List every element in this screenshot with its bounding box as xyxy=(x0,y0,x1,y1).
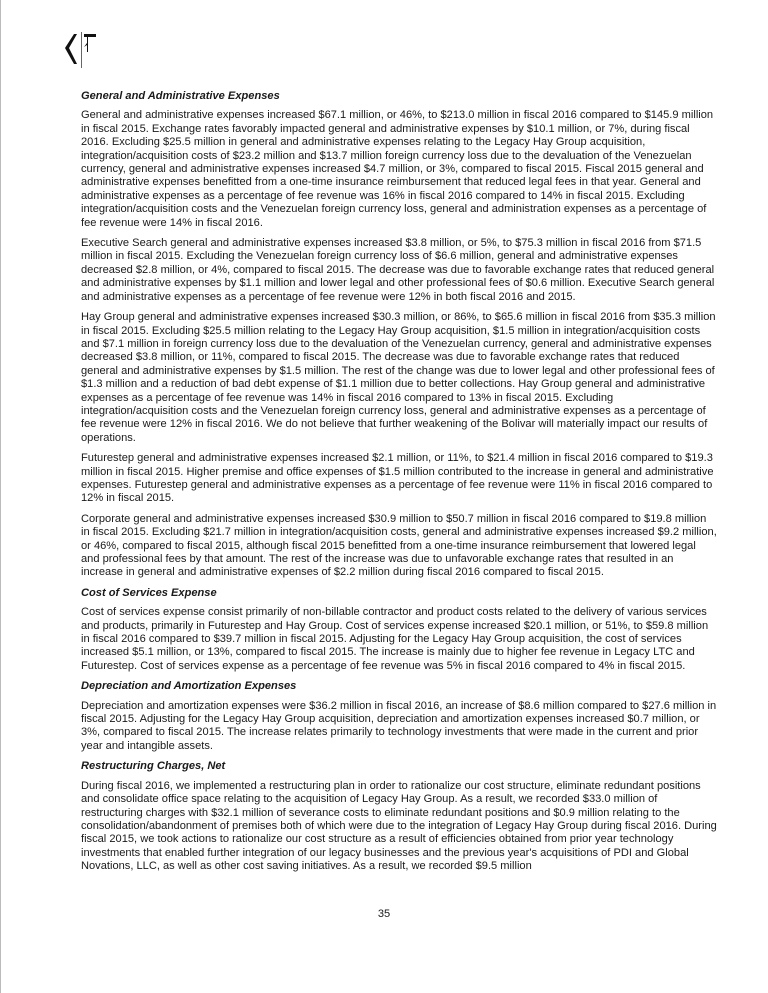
page-edge xyxy=(0,0,1,993)
paragraph: Hay Group general and administrative expenses increased $30.3 million, or 86%, to $65.6 million in fiscal 2016 from $35.3 million in fiscal 2015. Excluding $25.5 million relating to the Legacy Hay Group acquisition, $1.5 million in integration/acquisition costs and $7.1 million in foreign currency loss due to the devaluation of the Venezuelan currency, general and administrative expenses decreased $3.8 million, or 11%, compared to fiscal 2015. The decrease was due to favorable exchange rates that reduced general and administrative expenses by $1.5 million. The rest of the change was due to lower legal and other professional fees of $1.3 million and a reduction of bad debt expense of $1.1 million due to better collections. Hay Group general and administrative expenses as a percentage of fee revenue was 14% in fiscal 2016 compared to 13% in fiscal 2015. Excluding integration/acquisition costs and the Venezuelan foreign currency loss, general and administrative expenses as a percentage of fee revenue were 12% in fiscal 2016. We do not believe that further weakening of the Bolivar will materially impact our results of operations. xyxy=(81,311,716,444)
paragraph: During fiscal 2016, we implemented a restructuring plan in order to rationalize our cost structure, eliminate redundant positions and consolidate office space relating to the acquisition of Legacy Hay Group. As a result, we recorded $33.0 million of restructuring charges with $32.1 million of severance costs to eliminate redundant positions and $0.9 million relating to the consolidation/abandonment of premises both of which were due to the integration of Legacy Hay Group during fiscal 2016. During fiscal 2015, we took actions to rationalize our cost structure as a result of efficiencies obtained from prior year technology investments that enabled further integration of our legacy businesses and the previous year's acquisitions of PDI and Global Novations, LLC, as well as other cost saving initiatives. As a result, we recorded $9.5 million xyxy=(81,779,717,873)
section xyxy=(81,680,717,753)
section xyxy=(81,587,717,673)
document-body xyxy=(81,90,717,881)
paragraph: Cost of services expense consist primarily of non-billable contractor and product costs related to the delivery of various services and products, primarily in Futurestep and Hay Group. Cost of services expense increased $20.1 million, or 51%, to $59.8 million in fiscal 2016 compared to $39.7 million in fiscal 2015. Adjusting for the Legacy Hay Group acquisition, the cost of services increased $5.1 million, or 13%, compared to fiscal 2015. The increase is mainly due to higher fee revenue in Legacy LTC and Futurestep. Cost of services expense as a percentage of fee revenue was 5% in fiscal 2016 compared to 4% in fiscal 2015. xyxy=(81,606,709,672)
section xyxy=(81,760,717,873)
paragraph: Corporate general and administrative expenses increased $30.9 million to $50.7 million in fiscal 2016 compared to $19.8 million in fiscal 2015. Excluding $21.7 million in integration/acquisition costs, general and administrative expenses increased $9.2 million, or 46%, compared to fiscal 2015, although fiscal 2015 benefitted from a one-time insurance reimbursement that lowered legal and professional fees by that amount. The rest of the increase was due to unfavorable exchange rates that resulted in an increase in general and administrative expenses of $2.2 million during fiscal 2016 compared to fiscal 2015. xyxy=(81,512,717,579)
page-number: 35 xyxy=(377,908,391,920)
section xyxy=(81,90,717,580)
paragraph: Futurestep general and administrative expenses increased $2.1 million, or 11%, to $21.4 million in fiscal 2016 compared to $19.3 million in fiscal 2015. Higher premise and office expenses of $1.5 million contributed to the increase in general and administrative expenses. Futurestep general and administrative expenses as a percentage of fee revenue were 11% in fiscal 2016 compared to 12% in fiscal 2015. xyxy=(81,452,714,505)
section-heading: Depreciation and Amortization Expenses xyxy=(81,680,297,693)
paragraph: Depreciation and amortization expenses were $36.2 million in fiscal 2016, an increase of $8.6 million compared to $27.6 million in fiscal 2015. Adjusting for the Legacy Hay Group acquisition, depreciation and amortization expenses increased $0.7 million, or 3%, compared to fiscal 2015. The increase relates primarily to technology investments that were made in the current and prior year and intangible assets. xyxy=(81,699,717,752)
section-heading: Restructuring Charges, Net xyxy=(81,760,226,773)
paragraph: Executive Search general and administrative expenses increased $3.8 million, or 5%, to $75.3 million in fiscal 2016 from $71.5 million in fiscal 2015. Excluding the Venezuelan foreign currency loss of $6.6 million, general and administrative expenses decreased $2.8 million, or 4%, compared to fiscal 2015. The decrease was due to favorable exchange rates that reduced general and administrative expenses by $1.1 million and lower legal and other professional fees of $0.6 million. Executive Search general and administrative expenses as a percentage of fee revenue were 12% in both fiscal 2016 and 2015. xyxy=(81,237,715,303)
paragraph: General and administrative expenses increased $67.1 million, or 46%, to $213.0 million in fiscal 2016 compared to $145.9 million in fiscal 2015. Exchange rates favorably impacted general and administrative expenses by $10.1 million, or 7%, during fiscal 2016. Excluding $25.5 million in general and administrative expenses relating to the Legacy Hay Group acquisition, integration/acquisition costs of $23.2 million and $13.7 million foreign currency loss due to the devaluation of the Venezuelan currency, general and administrative expenses increased $4.7 million, or 3%, compared to fiscal 2015. Fiscal 2015 general and administrative expenses benefitted from a one-time insurance reimbursement that reduced legal fees in that year. General and administrative expenses as a percentage of fee revenue was 16% in fiscal 2016 compared to 14% in fiscal 2015. Excluding integration/acquisition costs and the Venezuelan foreign currency loss, general and administration expenses as a percentage of fee revenue were 14% in fiscal 2016. xyxy=(81,109,714,229)
korn-ferry-logo xyxy=(62,28,98,68)
section-heading: Cost of Services Expense xyxy=(81,586,217,599)
section-heading: General and Administrative Expenses xyxy=(81,90,280,102)
